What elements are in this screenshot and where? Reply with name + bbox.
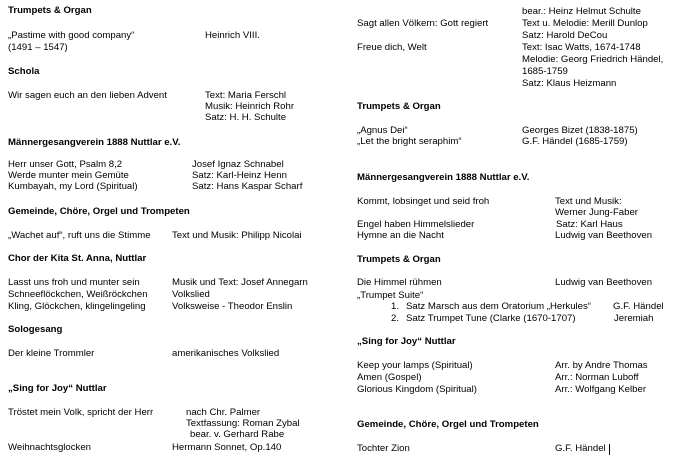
piece-title: Amen (Gospel) <box>357 372 422 383</box>
list-item: Satz Marsch aus dem Oratorium „Herkules“ <box>406 301 591 312</box>
section-heading-sing-for-joy: „Sing for Joy“ Nuttlar <box>357 336 456 347</box>
piece-credit: nach Chr. Palmer <box>186 407 261 418</box>
piece-composer: Heinrich VIII. <box>205 30 260 41</box>
piece-title: Lasst uns froh und munter sein <box>8 277 140 288</box>
piece-title: „Let the bright seraphim“ <box>357 136 462 147</box>
piece-dates: (1491 – 1547) <box>8 42 68 53</box>
piece-title: Sagt allen Völkern: Gott regiert <box>357 18 489 29</box>
piece-title: Keep your lamps (Spiritual) <box>357 360 473 371</box>
piece-credit: Melodie: Georg Friedrich Händel, <box>522 54 664 65</box>
piece-credit: bear. v. Gerhard Rabe <box>190 429 285 440</box>
piece-title: „Agnus Dei“ <box>357 125 408 136</box>
list-item: Satz Trumpet Tune (Clarke (1670-1707) <box>406 313 576 324</box>
piece-title: Schneeflöckchen, Weißröckchen <box>8 289 148 300</box>
piece-title: Tochter Zion <box>357 443 410 454</box>
section-heading-kita: Chor der Kita St. Anna, Nuttlar <box>8 253 147 264</box>
section-heading-gemeinde: Gemeinde, Chöre, Orgel und Trompeten <box>8 206 190 217</box>
piece-credit: amerikanisches Volkslied <box>172 348 280 359</box>
piece-credit: Text: Isac Watts, 1674-1748 <box>522 42 641 53</box>
piece-credit: Werner Jung-Faber <box>555 207 639 218</box>
piece-credit: bear.: Heinz Helmut Schulte <box>522 6 641 17</box>
piece-title: Kumbayah, my Lord (Spiritual) <box>8 181 138 192</box>
piece-credit: Musik und Text: Josef Annegarn <box>172 277 308 288</box>
piece-title: Tröstet mein Volk, spricht der Herr <box>8 407 154 418</box>
piece-title: Werde munter mein Gemüte <box>8 170 129 181</box>
section-heading-schola: Schola <box>8 66 40 77</box>
piece-title: Kling, Glöckchen, klingelingeling <box>8 301 146 312</box>
list-item-number: 2. <box>391 313 400 324</box>
section-heading-sologesang: Sologesang <box>8 324 63 335</box>
piece-credit: Text: Maria Ferschl <box>205 90 287 101</box>
piece-credit: Georges Bizet (1838-1875) <box>522 125 638 136</box>
piece-title: Wir sagen euch an den lieben Advent <box>8 90 167 101</box>
section-heading-mgv: Männergesangverein 1888 Nuttlar e.V. <box>357 172 530 183</box>
section-heading-sing-for-joy: „Sing for Joy“ Nuttlar <box>8 383 107 394</box>
piece-credit: Volksweise - Theodor Enslin <box>172 301 293 312</box>
piece-title: Weihnachtsglocken <box>8 442 92 453</box>
piece-credit: Textfassung: Roman Zybal <box>186 418 300 429</box>
piece-credit: Text u. Melodie: Merill Dunlop <box>522 18 648 29</box>
piece-title: „Trumpet Suite“ <box>357 290 424 301</box>
piece-title: Glorious Kingdom (Spiritual) <box>357 384 477 395</box>
piece-title: Hymne an die Nacht <box>357 230 444 241</box>
piece-title: Freue dich, Welt <box>357 42 427 53</box>
section-heading-trumpets-organ: Trumpets & Organ <box>8 5 92 16</box>
piece-credit: Arr.: Wolfgang Kelber <box>555 384 647 395</box>
piece-credit: Satz: Karl-Heinz Henn <box>192 170 287 181</box>
piece-credit: G.F. Händel <box>555 443 606 454</box>
piece-credit: Satz: Klaus Heizmann <box>522 78 617 89</box>
piece-title: Die Himmel rühmen <box>357 277 442 288</box>
section-heading-gemeinde: Gemeinde, Chöre, Orgel und Trompeten <box>357 419 539 430</box>
piece-credit: 1685-1759 <box>522 66 568 77</box>
section-heading-trumpets-organ: Trumpets & Organ <box>357 101 441 112</box>
piece-credit: Text und Musik: <box>555 196 622 207</box>
piece-credit: Josef Ignaz Schnabel <box>192 159 284 170</box>
piece-credit: Satz: H. H. Schulte <box>205 112 287 123</box>
piece-credit: G.F. Händel <box>613 301 664 312</box>
text-cursor <box>609 444 610 455</box>
piece-credit: Satz: Karl Haus <box>556 219 623 230</box>
piece-title: Engel haben Himmelslieder <box>357 219 475 230</box>
piece-credit: Text und Musik: Philipp Nicolai <box>172 230 302 241</box>
list-item-number: 1. <box>391 301 400 312</box>
piece-credit: Musik: Heinrich Rohr <box>205 101 295 112</box>
piece-credit: Volkslied <box>172 289 210 300</box>
piece-title: „Pastime with good company“ <box>8 30 135 41</box>
piece-credit: Arr.: Norman Luboff <box>555 372 639 383</box>
piece-credit: G.F. Händel (1685-1759) <box>522 136 628 147</box>
piece-credit: Ludwig van Beethoven <box>555 277 653 288</box>
piece-credit: Jeremiah <box>614 313 654 324</box>
piece-title: Kommt, lobsinget und seid froh <box>357 196 490 207</box>
piece-title: „Wachet auf“, ruft uns die Stimme <box>8 230 151 241</box>
section-heading-trumpets-organ: Trumpets & Organ <box>357 254 441 265</box>
section-heading-mgv: Männergesangverein 1888 Nuttlar e.V. <box>8 137 181 148</box>
piece-credit: Ludwig van Beethoven <box>555 230 653 241</box>
piece-title: Herr unser Gott, Psalm 8,2 <box>8 159 123 170</box>
piece-credit: Hermann Sonnet, Op.140 <box>172 442 282 453</box>
piece-credit: Satz: Hans Kaspar Scharf <box>192 181 303 192</box>
piece-credit: Arr. by Andre Thomas <box>555 360 648 371</box>
piece-credit: Satz: Harold DeCou <box>522 30 608 41</box>
piece-title: Der kleine Trommler <box>8 348 95 359</box>
